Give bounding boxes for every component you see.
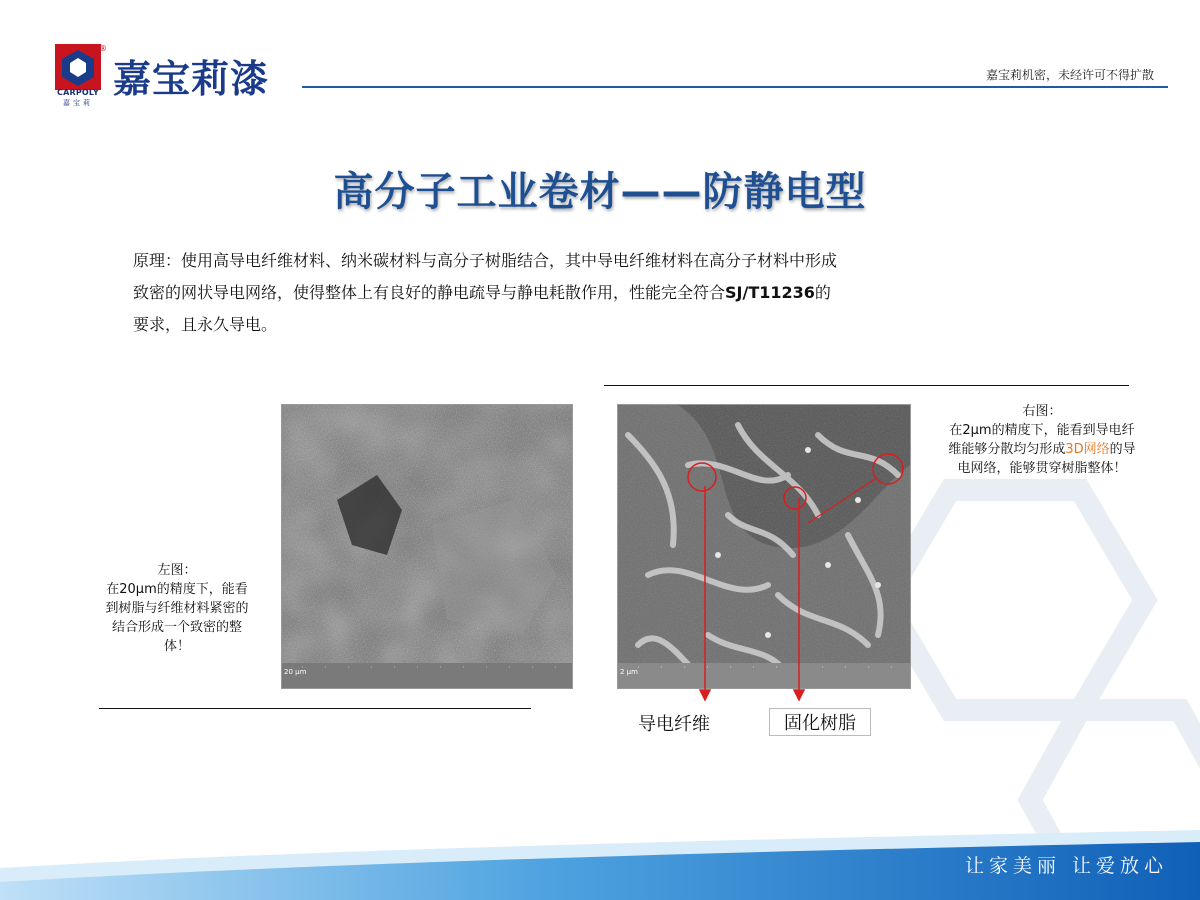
left-sem-image <box>281 404 573 689</box>
left-caption-title: 左图： <box>157 563 197 578</box>
annotation-arrows <box>690 480 820 710</box>
right-image-caption <box>946 402 1138 478</box>
left-scale-label: 20 μm <box>284 668 307 676</box>
confidential-notice: 嘉宝莉机密，未经许可不得扩散 <box>985 68 1154 82</box>
carpoly-logo-icon <box>55 44 101 90</box>
right-top-rule <box>604 385 1129 386</box>
fiber-label: 导电纤维 <box>638 714 710 735</box>
right-scale-label: 2 μm <box>620 668 638 676</box>
right-caption-body: 在2μm的精度下，能看到导电纤维能够分散均匀形成3D网络的导电网络，能够贯穿树脂整体！ <box>948 423 1136 476</box>
page-title: 高分子工业卷材——防静电型 <box>333 169 867 215</box>
left-bottom-rule <box>99 708 531 709</box>
header-divider <box>302 86 1168 88</box>
resin-label: 固化树脂 <box>769 708 871 736</box>
principle-paragraph <box>133 245 843 341</box>
company-logo <box>55 44 295 107</box>
left-caption-precision: 20μm <box>119 582 157 597</box>
left-image-caption <box>100 561 254 656</box>
principle-text-after: 的要求，且永久导电。 <box>133 283 831 334</box>
right-caption-precision: 2μm <box>962 423 992 438</box>
left-caption-body: 在20μm的精度下，能看到树脂与纤维材料紧密的结合形成一个致密的整体！ <box>105 582 249 654</box>
right-caption-title: 右图： <box>1022 404 1062 419</box>
right-caption-highlight: 3D网络 <box>1065 442 1110 457</box>
footer-slogan: 让家美丽 让爱放心 <box>964 855 1168 877</box>
brand-name: 嘉宝莉漆 <box>113 56 270 101</box>
logo-chinese-small: 嘉宝莉 <box>63 99 93 107</box>
logo-english-name: CARPOLY <box>57 88 99 97</box>
principle-text-before: 原理：使用高导电纤维材料、纳米碳材料与高分子树脂结合，其中导电纤维材料在高分子材料中形成致密的网状导电网络，使得整体上有良好的静电疏导与静电耗散作用，性能完全符合 <box>133 251 838 302</box>
registered-mark: ® <box>99 44 107 53</box>
principle-standard: SJ/T11236 <box>725 283 815 302</box>
